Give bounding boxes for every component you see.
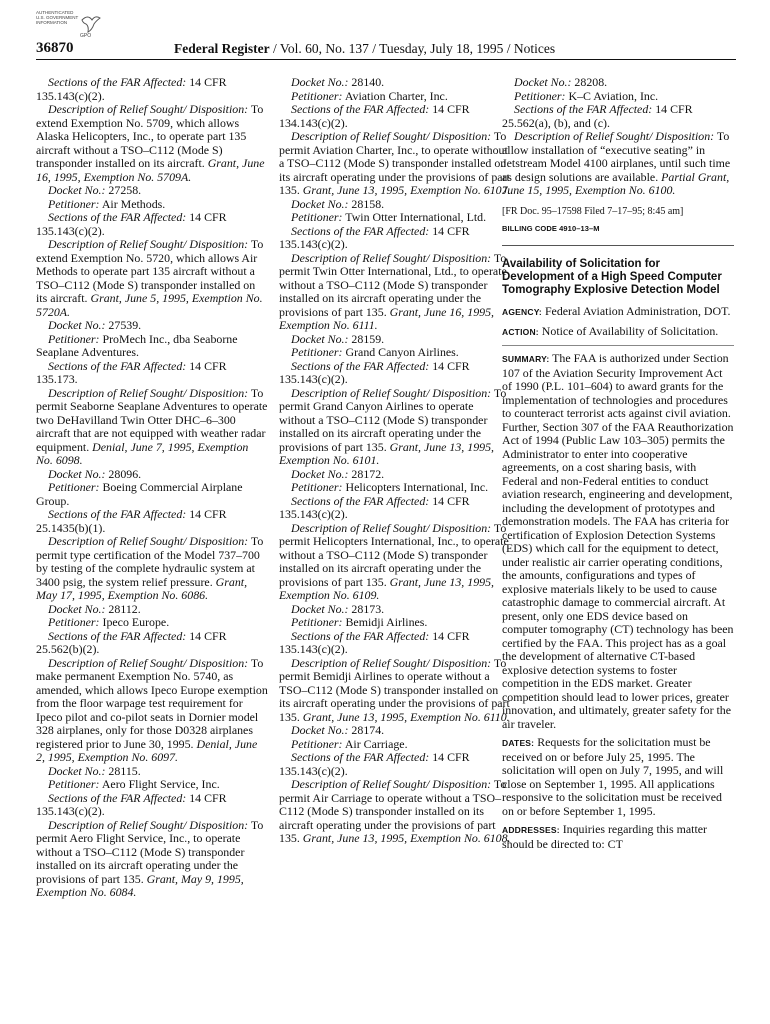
entry-paragraph bbox=[502, 90, 734, 104]
entry-text: 28208. bbox=[571, 75, 608, 89]
entry-label: Docket No.: bbox=[291, 75, 349, 89]
entry-text: To permit Grand Canyon Airlines to operate without a TSO–C112 (Mode S) transponder installed on its aircraft operating under the provisions of part 135. bbox=[279, 385, 507, 454]
logo-gpo: GPO bbox=[80, 33, 92, 39]
entry-paragraph bbox=[279, 778, 511, 846]
entry-paragraph bbox=[36, 76, 268, 103]
entry-text: 28112. bbox=[105, 601, 141, 616]
entry-text: Aero Flight Service, Inc. bbox=[99, 777, 220, 791]
entry-label: Sections of the FAR Affected: bbox=[48, 790, 187, 805]
entry-label: Sections of the FAR Affected: bbox=[291, 102, 430, 116]
entry-paragraph bbox=[279, 252, 511, 333]
entry-disposition: Denial, June 7, 1995, Exemption No. 6098. bbox=[36, 439, 249, 467]
entry-text: ProMech Inc., dba Seaborne Seaplane Adventures. bbox=[36, 331, 238, 359]
entry-paragraph bbox=[279, 630, 511, 657]
entry-text: 27258. bbox=[105, 183, 142, 197]
entry-label: Docket No.: bbox=[291, 196, 349, 211]
entry-text: To extend Exemption No. 5709, which allows Alaska Helicopters, Inc., to operate part 135 aircraft without a TSO–C112 (Mode S) transponder installed on its aircraft. bbox=[36, 102, 264, 170]
addresses-text: Inquiries regarding this matter should be directed to: CT bbox=[502, 822, 708, 851]
summary-label: SUMMARY: bbox=[502, 354, 550, 364]
entry-paragraph bbox=[36, 508, 268, 535]
entry-paragraph bbox=[36, 103, 268, 184]
entry-paragraph bbox=[279, 333, 511, 347]
entry-label: Sections of the FAR Affected: bbox=[48, 75, 187, 89]
entry-paragraph bbox=[279, 90, 511, 104]
entry-paragraph bbox=[36, 468, 268, 482]
eagle-icon bbox=[80, 12, 102, 34]
logo-line: U.S. GOVERNMENT bbox=[36, 15, 79, 20]
entry-disposition: Grant, May 17, 1995, Exemption No. 6086. bbox=[36, 574, 248, 602]
entry-label: Sections of the FAR Affected: bbox=[291, 750, 430, 764]
entry-paragraph bbox=[36, 184, 268, 198]
entry-label: Docket No.: bbox=[291, 466, 349, 481]
agency-block bbox=[502, 305, 734, 320]
entry-paragraph bbox=[36, 603, 268, 617]
entry-text: 28158. bbox=[348, 196, 385, 211]
entry-label: Petitioner: bbox=[291, 615, 343, 629]
col3-entries bbox=[502, 76, 734, 198]
entry-label: Petitioner: bbox=[48, 615, 100, 629]
entry-text: 14 CFR 135.143(c)(2). bbox=[279, 223, 470, 251]
entry-paragraph bbox=[36, 360, 268, 387]
entry-text: K–C Aviation, Inc. bbox=[565, 88, 659, 103]
entry-text: To permit type certification of the Model 737–700 by testing of the complete hydraulic system at 3400 psig, the system relief pressure. bbox=[36, 534, 264, 589]
entry-text: To permit Helicopters International, Inc., to operate without a TSO–C112 (Mode S) transponder installed on its aircraft operating under the provisions of part 135. bbox=[279, 520, 509, 589]
addresses-label: ADDRESSES: bbox=[502, 825, 560, 835]
agency-text: Federal Aviation Administration, DOT. bbox=[541, 304, 731, 318]
entry-paragraph bbox=[36, 481, 268, 508]
entry-label: Sections of the FAR Affected: bbox=[48, 210, 187, 224]
entry-text: 28159. bbox=[348, 331, 385, 346]
entry-label: Docket No.: bbox=[48, 466, 106, 481]
entry-label: Description of Relief Sought/ Disposition: bbox=[48, 385, 249, 400]
dates-label: DATES: bbox=[502, 738, 535, 748]
entry-text: Helicopters International, Inc. bbox=[342, 480, 489, 494]
summary-divider bbox=[502, 345, 734, 346]
entry-text: Ipeco Europe. bbox=[99, 615, 170, 629]
entry-label: Docket No.: bbox=[48, 183, 106, 197]
column-1 bbox=[36, 76, 268, 900]
entry-paragraph bbox=[279, 211, 511, 225]
entry-disposition: Grant, June 13, 1995, Exemption No. 6109. bbox=[279, 574, 495, 602]
entry-label: Description of Relief Sought/ Disposition: bbox=[48, 237, 249, 251]
summary-text: The FAA is authorized under Section 107 of the Aviation Security Improvement Act of 1990 (P.L. 101–604) to award grants for the implementation of technologies and procedures to counteract terrorist acts against civil aviation. Further, Section 307 of the FAA Reauthorization Act of 1994 (Public Law 103–305) permits the Administrator to enter into cooperative agreements, on a cost sharing basis, with Federal and non-Federal entities to conduct aviation research, engineering and development, including the development of prototypes and demonstration models. The FAA has criteria for certification of Explosion Detection Systems (EDS) which call for the equipment to detect, under realistic air carrier operating conditions, the amounts, configurations and types of explosive materials likely to be used to cause catastrophic damage to commercial aircraft. At present, only one EDS device based on computer tomography (CT) technology has been certified by the FAA. This project has as a goal the development of alternative CT-based explosive detection systems to foster competition in the EDS market. Greater competition should lead to lower prices, greater innovation, and ultimately, greater safety for the air traveler. bbox=[502, 351, 734, 731]
entry-paragraph bbox=[36, 765, 268, 779]
entry-paragraph bbox=[36, 657, 268, 765]
entry-paragraph bbox=[279, 738, 511, 752]
action-text: Notice of Availability of Solicitation. bbox=[538, 323, 719, 338]
entry-text: 14 CFR 135.143(c)(2). bbox=[279, 493, 470, 521]
entry-paragraph bbox=[36, 535, 268, 603]
entry-label: Petitioner: bbox=[291, 736, 343, 751]
entry-paragraph bbox=[279, 346, 511, 360]
entry-label: Docket No.: bbox=[514, 75, 572, 89]
entry-paragraph bbox=[36, 778, 268, 792]
entry-text: To permit Air Carriage to operate without a TSO–C112 (Mode S) transponder installed on its aircraft operating under the provisions of part 135. bbox=[279, 777, 507, 845]
entry-paragraph bbox=[502, 76, 734, 90]
entry-text: Grand Canyon Airlines. bbox=[342, 345, 459, 359]
entry-text: 28115. bbox=[105, 763, 141, 778]
page-header bbox=[36, 40, 736, 58]
entry-label: Description of Relief Sought/ Disposition: bbox=[291, 129, 492, 143]
entry-label: Petitioner: bbox=[291, 88, 343, 103]
issue-info: / Vol. 60, No. 137 / Tuesday, July 18, 1995 / Notices bbox=[269, 41, 556, 56]
entry-paragraph bbox=[502, 103, 734, 130]
entry-disposition: Grant, June 13, 1995, Exemption No. 6101. bbox=[279, 439, 495, 467]
entry-label: Description of Relief Sought/ Disposition: bbox=[291, 250, 492, 265]
page-number: 36870 bbox=[36, 40, 74, 56]
entry-text: 14 CFR 25.562(b)(2). bbox=[36, 628, 227, 656]
header-rule bbox=[36, 59, 736, 60]
entry-text: 28140. bbox=[348, 75, 385, 89]
entry-label: Description of Relief Sought/ Disposition: bbox=[291, 520, 492, 535]
entry-label: Petitioner: bbox=[291, 480, 343, 494]
addresses-block bbox=[502, 823, 734, 851]
entry-paragraph bbox=[279, 522, 511, 603]
entry-disposition: Grant, June 16, 1995, Exemption No. 6111. bbox=[279, 304, 495, 332]
entry-text: 14 CFR 134.143(c)(2). bbox=[279, 102, 470, 130]
publication-name: Federal Register bbox=[174, 41, 270, 56]
entry-label: Docket No.: bbox=[291, 331, 349, 346]
entry-paragraph bbox=[279, 76, 511, 90]
action-label: ACTION: bbox=[502, 326, 539, 337]
entry-text: To permit Twin Otter International, Ltd., to operate without a TSO–C112 (Mode S) transponder installed on its aircraft operating under the provisions of part 135. bbox=[279, 250, 507, 319]
entry-text: To permit Seaborne Seaplane Adventures to operate two DeHavilland Twin Otter DHC–6–300 aircraft that are not equipped with weather radar equipment. bbox=[36, 385, 268, 454]
entry-text: 28174. bbox=[348, 723, 385, 737]
dates-text: Requests for the solicitation must be received on or before July 25, 1995. The solicitation will open on July 7, 1995, and will close on September 1, 1995. All applications responsive to the solicitation must be received on or before September 1, 1995. bbox=[502, 735, 724, 818]
entry-label: Sections of the FAR Affected: bbox=[291, 223, 430, 238]
entry-label: Sections of the FAR Affected: bbox=[291, 493, 430, 508]
entry-label: Description of Relief Sought/ Disposition: bbox=[48, 655, 249, 670]
entry-label: Docket No.: bbox=[48, 763, 106, 778]
entry-text: To extend Exemption No. 5720, which allows Air Methods to operate part 135 aircraft without a TSO–C112 (Mode S) transponder installed on its aircraft. bbox=[36, 237, 264, 305]
entry-text: Aviation Charter, Inc. bbox=[342, 88, 448, 103]
entry-text: Bemidji Airlines. bbox=[342, 615, 428, 629]
entry-text: 28096. bbox=[105, 466, 142, 481]
entry-label: Description of Relief Sought/ Disposition: bbox=[291, 385, 492, 400]
entry-label: Sections of the FAR Affected: bbox=[514, 102, 653, 116]
entry-label: Sections of the FAR Affected: bbox=[291, 628, 430, 643]
gpo-authentication-logo bbox=[36, 10, 108, 40]
entry-label: Docket No.: bbox=[291, 601, 349, 616]
notice-title: Availability of Solicitation for Development of a High Speed Computer Tomography Explosive Detection Model bbox=[502, 258, 722, 296]
entry-text: 14 CFR 135.143(c)(2). bbox=[36, 790, 227, 818]
entry-label: Sections of the FAR Affected: bbox=[48, 358, 187, 373]
entry-paragraph bbox=[36, 238, 268, 319]
entry-disposition: Grant, June 16, 1995, Exemption No. 5709A. bbox=[36, 156, 265, 184]
column-2 bbox=[279, 76, 511, 846]
entry-label: Description of Relief Sought/ Disposition: bbox=[48, 817, 249, 832]
entry-text: 14 CFR 25.562(a), (b), and (c). bbox=[502, 102, 693, 130]
entry-paragraph bbox=[279, 130, 511, 198]
entry-paragraph bbox=[36, 211, 268, 238]
entry-paragraph bbox=[279, 468, 511, 482]
entry-paragraph bbox=[36, 630, 268, 657]
entry-text: To permit Aero Flight Service, Inc., to operate without a TSO–C112 (Mode S) transponder installed on its aircraft operating under the provisions of part 135. bbox=[36, 817, 264, 886]
entry-disposition: Grant, June 5, 1995, Exemption No. 5720A. bbox=[36, 291, 263, 319]
entry-label: Petitioner: bbox=[48, 196, 100, 211]
entry-label: Sections of the FAR Affected: bbox=[291, 358, 430, 373]
entry-label: Docket No.: bbox=[48, 601, 106, 616]
summary-block bbox=[502, 352, 734, 731]
entry-label: Petitioner: bbox=[291, 210, 343, 224]
entry-paragraph bbox=[279, 603, 511, 617]
entry-paragraph bbox=[279, 198, 511, 212]
entry-paragraph bbox=[36, 819, 268, 900]
entry-label: Docket No.: bbox=[291, 723, 349, 737]
entry-text: 14 CFR 135.143(c)(2). bbox=[36, 210, 227, 238]
entry-disposition: Partial Grant, June 15, 1995, Exemption No. 6100. bbox=[502, 169, 730, 197]
entry-paragraph bbox=[36, 333, 268, 360]
entry-label: Description of Relief Sought/ Disposition: bbox=[48, 534, 249, 548]
billing-code: BILLING CODE 4910–13–M bbox=[502, 223, 600, 233]
entry-text: Boeing Commercial Airplane Group. bbox=[36, 480, 243, 508]
entry-paragraph bbox=[279, 751, 511, 778]
entry-label: Description of Relief Sought/ Disposition: bbox=[48, 102, 249, 116]
entry-text: 14 CFR 135.173. bbox=[36, 358, 227, 386]
entry-paragraph bbox=[279, 103, 511, 130]
running-head bbox=[174, 41, 555, 57]
entry-paragraph bbox=[279, 387, 511, 468]
entry-text: 14 CFR 135.143(c)(2). bbox=[36, 75, 227, 103]
entry-text: To allow installation of “executive seating” in Jetstream Model 4100 airplanes, until such time as design solutions are available. bbox=[502, 129, 731, 184]
entry-paragraph bbox=[279, 657, 511, 725]
entry-paragraph bbox=[279, 724, 511, 738]
entry-disposition: Grant, June 13, 1995, Exemption No. 6108. bbox=[302, 831, 511, 845]
entry-paragraph bbox=[36, 319, 268, 333]
entry-text: 14 CFR 135.143(c)(2). bbox=[279, 358, 470, 386]
entry-text: Air Carriage. bbox=[342, 736, 408, 751]
entry-label: Sections of the FAR Affected: bbox=[48, 628, 187, 643]
entry-text: Twin Otter International, Ltd. bbox=[342, 210, 487, 224]
entry-paragraph bbox=[502, 130, 734, 198]
entry-label: Petitioner: bbox=[48, 331, 100, 346]
entry-text: 28173. bbox=[348, 601, 385, 616]
entry-paragraph bbox=[279, 495, 511, 522]
entry-label: Petitioner: bbox=[48, 777, 100, 791]
entry-text: 14 CFR 135.143(c)(2). bbox=[279, 750, 470, 778]
fr-doc-line: [FR Doc. 95–17598 Filed 7–17–95; 8:45 am] bbox=[502, 205, 684, 217]
entry-paragraph bbox=[279, 481, 511, 495]
column-3 bbox=[502, 76, 734, 851]
entry-label: Petitioner: bbox=[291, 345, 343, 359]
entry-label: Docket No.: bbox=[48, 318, 106, 332]
entry-label: Description of Relief Sought/ Disposition: bbox=[291, 655, 492, 670]
entry-paragraph bbox=[36, 792, 268, 819]
entry-paragraph bbox=[279, 360, 511, 387]
entry-text: 14 CFR 135.143(c)(2). bbox=[279, 628, 470, 656]
entry-label: Sections of the FAR Affected: bbox=[48, 507, 187, 521]
entry-label: Petitioner: bbox=[514, 88, 566, 103]
entry-paragraph bbox=[36, 387, 268, 468]
section-divider bbox=[502, 245, 734, 246]
entry-paragraph bbox=[279, 616, 511, 630]
entry-label: Description of Relief Sought/ Disposition: bbox=[514, 129, 715, 143]
entry-text: 14 CFR 25.1435(b)(1). bbox=[36, 507, 227, 535]
entry-text: Air Methods. bbox=[99, 196, 166, 211]
entry-label: Description of Relief Sought/ Disposition: bbox=[291, 777, 492, 791]
entry-text: To permit Bemidji Airlines to operate without a TSO–C112 (Mode S) transponder installed on its aircraft operating under the provisions of part 135. bbox=[279, 655, 510, 724]
dates-block bbox=[502, 736, 734, 818]
entry-paragraph bbox=[36, 616, 268, 630]
logo-line: AUTHENTICATED bbox=[36, 10, 74, 15]
entry-text: To make permanent Exemption No. 5740, as amended, which allows Ipeco Europe exemption from the floor warpage test requirement for Ipeco pilot and co-pilot seats in Dornier model 328 airplanes, only for those D0328 airplanes registered prior to June 30, 1995. bbox=[36, 655, 268, 751]
action-block bbox=[502, 325, 734, 340]
entry-paragraph bbox=[36, 198, 268, 212]
entry-disposition: Grant, May 9, 1995, Exemption No. 6084. bbox=[36, 871, 244, 899]
entry-label: Petitioner: bbox=[48, 480, 100, 494]
entry-text: 28172. bbox=[348, 466, 385, 481]
entry-text: 27539. bbox=[105, 318, 142, 332]
entry-disposition: Grant, June 13, 1995, Exemption No. 6110. bbox=[302, 709, 510, 724]
entry-disposition: Grant, June 13, 1995, Exemption No. 6107. bbox=[302, 183, 511, 197]
entry-text: To permit Aviation Charter, Inc., to operate without a TSO–C112 (Mode S) transponder installed on its aircraft operating under the provisions of part 135. bbox=[279, 129, 510, 197]
agency-label: AGENCY: bbox=[502, 307, 542, 317]
logo-line: INFORMATION bbox=[36, 20, 68, 25]
entry-paragraph bbox=[279, 225, 511, 252]
entry-disposition: Denial, June 2, 1995, Exemption No. 6097. bbox=[36, 736, 258, 764]
